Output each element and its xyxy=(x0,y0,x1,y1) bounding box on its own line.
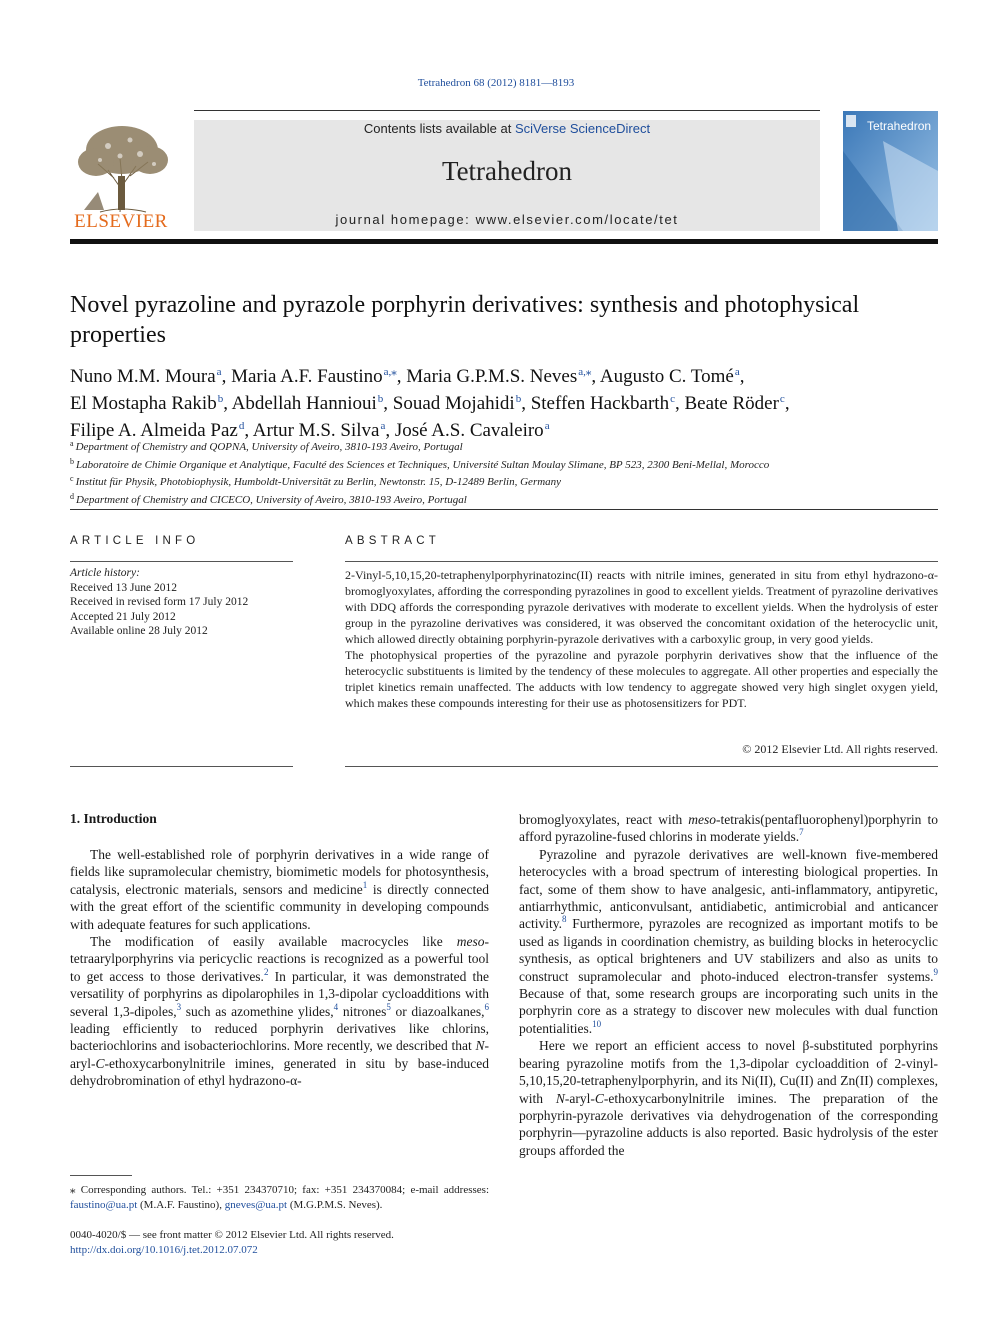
homepage-link[interactable]: www.elsevier.com/locate/tet xyxy=(475,212,679,227)
cover-title: Tetrahedron xyxy=(867,119,932,133)
header-thick-rule xyxy=(70,239,938,244)
issn-line: 0040-4020/$ — see front matter © 2012 Elsevier Ltd. All rights reserved. xyxy=(70,1229,394,1241)
abstract-paragraph: 2-Vinyl-5,10,15,20-tetraphenylporphyrinatozinc(II) reacts with nitrile imines, generated in situ from ethyl hydrazono-α-bromoglyoxylates, affording the corresponding pyrazolines in good to excellent yields. Treatment of pyrazoline derivatives with DDQ affords the corresponding pyrazole derivatives with moderate to excellent yields. When the hydrolysis of ester group in the pyrazoline derivatives was considered, it was observed the concomitant oxidation of the heterocyclic unit, which allowed directly obtaining porphyrin-pyrazole derivatives with a carboxylic group, in very good yields. xyxy=(345,568,938,646)
reference-link[interactable]: 9 xyxy=(933,966,938,977)
article-info-rule xyxy=(70,561,293,562)
front-matter xyxy=(70,1228,500,1257)
history-received: Received 13 June 2012 xyxy=(70,581,177,594)
author: José A.S. Cavaleiro$^a$ xyxy=(394,420,550,441)
history-revised: Received in revised form 17 July 2012 xyxy=(70,596,249,608)
body-paragraph: bromoglyoxylates, react with meso-tetrakis(pentafluorophenyl)porphyrin to afford pyrazoline-fused chlorins in moderate yields.$^7$ xyxy=(519,812,938,845)
corresponding-author-footnote: ⁎ Corresponding authors. Tel.: +351 234370710; fax: +351 234370084; e-mail addresses: faustino@ua.pt (M.A.F. Faustino), gneves@ua.pt (M.G.P.M.S. Neves). xyxy=(70,1184,489,1211)
history-title: Article history: xyxy=(70,567,140,579)
reference-link[interactable]: 6 xyxy=(484,1001,489,1012)
reference-link[interactable]: 3 xyxy=(176,1001,182,1012)
abstract-heading: ABSTRACT xyxy=(345,535,440,547)
journal-name: Tetrahedron xyxy=(441,156,573,186)
body-column-right xyxy=(519,811,938,1159)
affiliation: $^a$ Department of Chemistry and QOPNA, University of Aveiro, 3810-193 Aveiro, Portugal xyxy=(70,439,463,453)
contents-line xyxy=(194,121,820,136)
reference-link[interactable]: 2 xyxy=(263,966,269,977)
article-info-heading: ARTICLE INFO xyxy=(70,535,200,547)
author: Steffen Hackbarth$^c$, xyxy=(530,393,685,414)
reference-link[interactable]: 5 xyxy=(386,1001,391,1012)
author: Beate Röder$^c$, xyxy=(684,393,790,414)
introduction-heading: 1. Introduction xyxy=(70,811,157,826)
body-paragraph: Pyrazoline and pyrazole derivatives are well-known five-membered heterocycles with a broad spectrum of interesting biological properties. In fact, some of them show to have analgesic, anti-inflammatory, antipyretic, antiarrhythmic, anticonvulsant, antidiabetic, antimicrobial and anticancer activity.$^8$ Furthermore, pyrazoles are recognized as important motifs to be used as ligands in coordination chemistry, as building blocks in heterocyclic synthesis, as optical brighteners and UV stabilizers and also as units to construct supramolecular and photo-induced electron-transfer systems.$^9$ Because of that, some research groups are incorporating such units in the porphyrin core as a strategy to discover new molecules with dual function potentialities.$^{10}$ xyxy=(519,846,938,1036)
elsevier-wordmark: ELSEVIER xyxy=(74,211,168,232)
author: Abdellah Hannioui$^b$, xyxy=(231,393,393,414)
sciencedirect-link[interactable]: SciVerse ScienceDirect xyxy=(514,121,651,136)
email-link[interactable]: faustino@ua.pt xyxy=(70,1199,138,1211)
body-paragraph: The well-established role of porphyrin derivatives in a wide range of fields like supramolecular chemistry, biomimetic models for photosynthesis, catalysis, electronic materials, sensors and medicine$^1$ is directly connected with the great effort of the scientific community in developing compounds with adequate features for such applications. xyxy=(70,847,489,932)
journal-citation[interactable]: Tetrahedron 68 (2012) 8181—8193 xyxy=(417,77,575,89)
reference-link[interactable]: 10 xyxy=(592,1018,602,1029)
affiliations xyxy=(70,437,940,507)
abstract-text xyxy=(345,567,938,711)
author: Maria A.F. Faustino$^{a,⁎}$, xyxy=(231,366,407,387)
doi-link[interactable]: http://dx.doi.org/10.1016/j.tet.2012.07.072 xyxy=(70,1243,258,1256)
reference-link[interactable]: 7 xyxy=(799,827,804,838)
journal-cover xyxy=(843,111,938,231)
body-paragraph: The modification of easily available macrocycles like meso-tetraarylporphyrins via pericyclic reactions is recognized as a powerful tool to get access to those derivatives.$^2$ In particular, it was demonstrated the versatility of porphyrins as dipolarophiles in 1,3-dipolar cycloadditions with several 1,3-dipoles,$^3$ such as azomethine ylides,$^4$ nitrones$^5$ or diazoalkanes,$^6$ leading efficiently to reduced porphyrin derivatives like chlorins, bacteriochlorins and isobacteriochlorins. More recently, we described that N-aryl-C-ethoxycarbonylnitrile imines, generated in situ by base-induced dehydrobromination of ethyl hydrazono-α- xyxy=(70,934,489,1089)
email-link[interactable]: gneves@ua.pt xyxy=(224,1199,288,1211)
reference-link[interactable]: 1 xyxy=(362,879,368,890)
affiliation: $^d$ Department of Chemistry and CICECO, University of Aveiro, 3810-193 Aveiro, Portugal xyxy=(70,491,467,506)
author-list xyxy=(70,361,940,442)
author: El Mostapha Rakib$^b$, xyxy=(70,393,232,414)
journal-homepage xyxy=(194,212,820,227)
footnote-rule xyxy=(70,1175,132,1176)
author: Filipe A. Almeida Paz$^d$, xyxy=(70,420,253,441)
reference-link[interactable]: 4 xyxy=(333,1001,339,1012)
body-paragraph: Here we report an efficient access to novel β-substituted porphyrins bearing pyrazoline motifs from the 1,3-dipolar cycloaddition of 2-vinyl-5,10,15,20-tetraphenylporphyrin, and its Ni(II), Cu(II) and Zn(II) complexes, with N-aryl-C-ethoxycarbonylnitrile imines. The preparation of the porphyrin-pyrazole derivatives via dehydrogenation of the corresponding porphyrin—pyrazoline adducts is also reported. Basic hydrolysis of the ester groups afforded the xyxy=(519,1038,938,1158)
author: Souad Mojahidi$^b$, xyxy=(392,393,531,414)
article-history xyxy=(70,566,300,639)
abstract-copyright: © 2012 Elsevier Ltd. All rights reserved. xyxy=(742,742,938,756)
history-online: Available online 28 July 2012 xyxy=(70,625,208,637)
abstract-rule xyxy=(345,561,938,562)
body-column-left xyxy=(70,846,489,1090)
contents-prefix: Contents lists available at xyxy=(363,121,515,136)
author: Maria G.P.M.S. Neves$^{a,⁎}$, xyxy=(406,366,600,387)
affiliation: $^c$ Institut für Physik, Photobiophysik, Humboldt-Universität zu Berlin, Newtonstr. 15, D-12489 Berlin, Germany xyxy=(70,474,562,488)
reference-link[interactable]: 8 xyxy=(562,914,567,925)
header-rule xyxy=(194,110,820,111)
article-info-bottom-rule xyxy=(70,766,293,767)
abstract-bottom-rule xyxy=(345,766,938,767)
history-accepted: Accepted 21 July 2012 xyxy=(70,610,176,623)
author: Nuno M.M. Moura$^a$, xyxy=(70,366,232,387)
article-title: Novel pyrazoline and pyrazole porphyrin derivatives: synthesis and photophysical properties xyxy=(70,292,860,348)
author: Artur M.S. Silva$^a$, xyxy=(252,420,395,441)
author: Augusto C. Tomé$^a$, xyxy=(599,366,745,387)
section-rule xyxy=(70,509,938,510)
affiliation: $^b$ Laboratoire de Chimie Organique et Analytique, Faculté des Sciences et Techniques, Université Sultan Moulay Slimane, BP 523, 2300 Beni-Mellal, Morocco xyxy=(70,456,770,471)
abstract-paragraph: The photophysical properties of the pyrazoline and pyrazole porphyrin derivatives show that the influence of the heterocyclic substituents is limited by the tendency of these molecules to aggregate. All other properties and especially the triplet kinetics remain unaffected. The adducts with low tendency to aggregate showed very high singlet oxygen yield, which makes these compounds interesting for their use as photosensitizers for PDT. xyxy=(345,648,938,710)
homepage-prefix: journal homepage: xyxy=(335,212,476,227)
